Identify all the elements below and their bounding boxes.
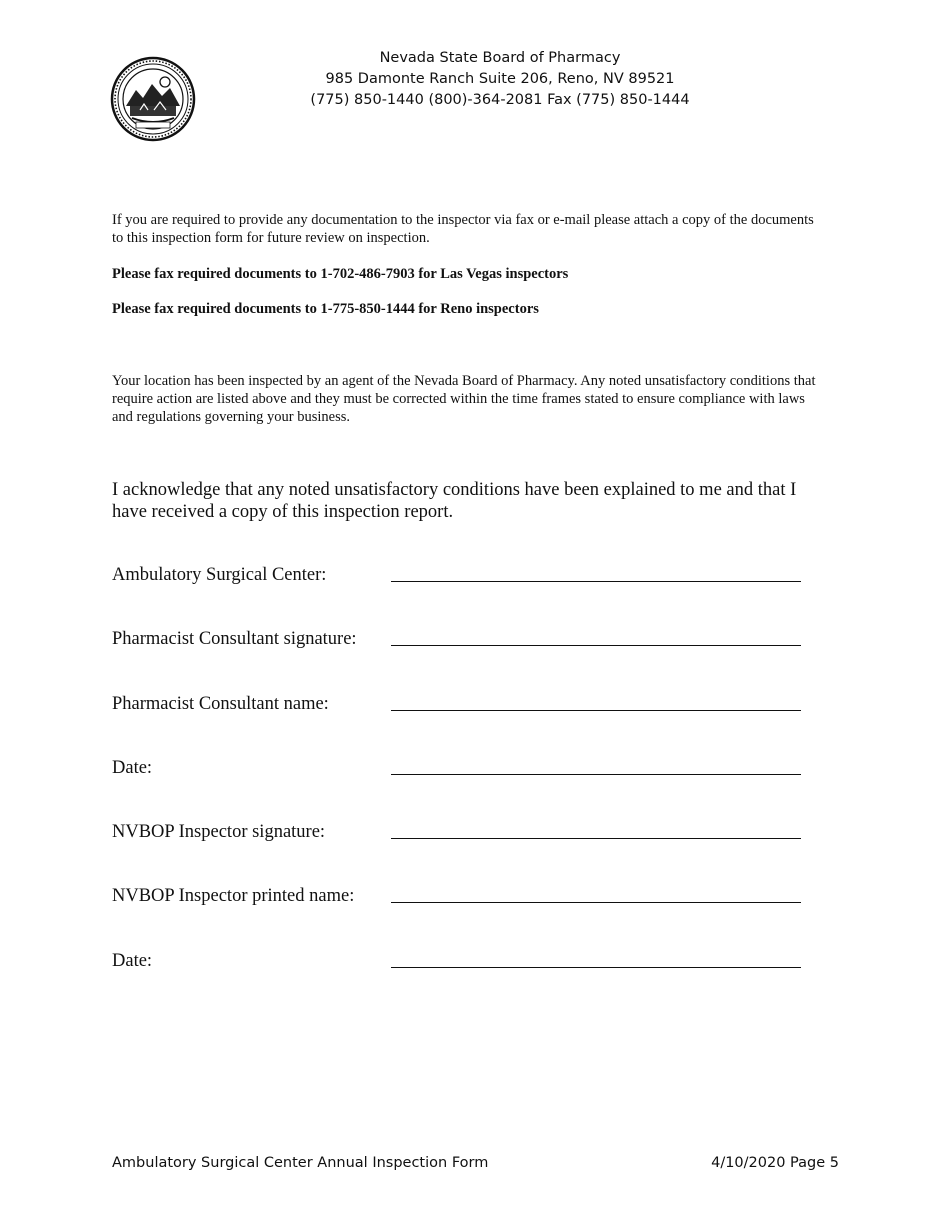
acknowledgement-statement: I acknowledge that any noted unsatisfactory conditions have been explained to me and that I have received a copy of this inspection report. [112,480,797,522]
fax-reno-notice: Please fax required documents to 1-775-850-1444 for Reno inspectors [112,301,539,317]
footer-date-page: 4/10/2020 Page 5 [711,1155,839,1171]
consultant-date-label: Date: [112,758,153,778]
documentation-instructions: If you are required to provide any documentation to the inspector via fax or e-mail please attach a copy of the documents to this inspection form for future review on inspection. [112,212,814,246]
inspector-signature-field[interactable] [391,838,801,839]
pharmacist-consultant-signature-field[interactable] [391,645,801,646]
inspector-printed-name-field[interactable] [391,902,801,903]
board-address: 985 Damonte Ranch Suite 206, Reno, NV 89521 [325,71,675,87]
inspector-date-field[interactable] [391,967,801,968]
fax-las-vegas-notice: Please fax required documents to 1-702-486-7903 for Las Vegas inspectors [112,266,569,282]
board-name: Nevada State Board of Pharmacy [379,50,621,66]
inspector-printed-name-label: NVBOP Inspector printed name: [112,886,355,906]
state-seal-icon [110,56,196,142]
consultant-date-field[interactable] [391,774,801,775]
footer-form-name: Ambulatory Surgical Center Annual Inspection Form [112,1155,489,1171]
inspection-notice: Your location has been inspected by an agent of the Nevada Board of Pharmacy. Any noted unsatisfactory conditions that require action are listed above and they must be corrected within the time frames stated to ensure compliance with laws and regulations governing your business. [112,373,816,425]
inspector-signature-label: NVBOP Inspector signature: [112,822,326,842]
ambulatory-surgical-center-field[interactable] [391,581,801,582]
pharmacist-consultant-signature-label: Pharmacist Consultant signature: [112,629,357,649]
pharmacist-consultant-name-label: Pharmacist Consultant name: [112,694,329,714]
board-phone: (775) 850-1440 (800)-364-2081 Fax (775) 850-1444 [310,92,690,108]
ambulatory-surgical-center-label: Ambulatory Surgical Center: [112,565,327,585]
inspector-date-label: Date: [112,951,153,971]
pharmacist-consultant-name-field[interactable] [391,710,801,711]
